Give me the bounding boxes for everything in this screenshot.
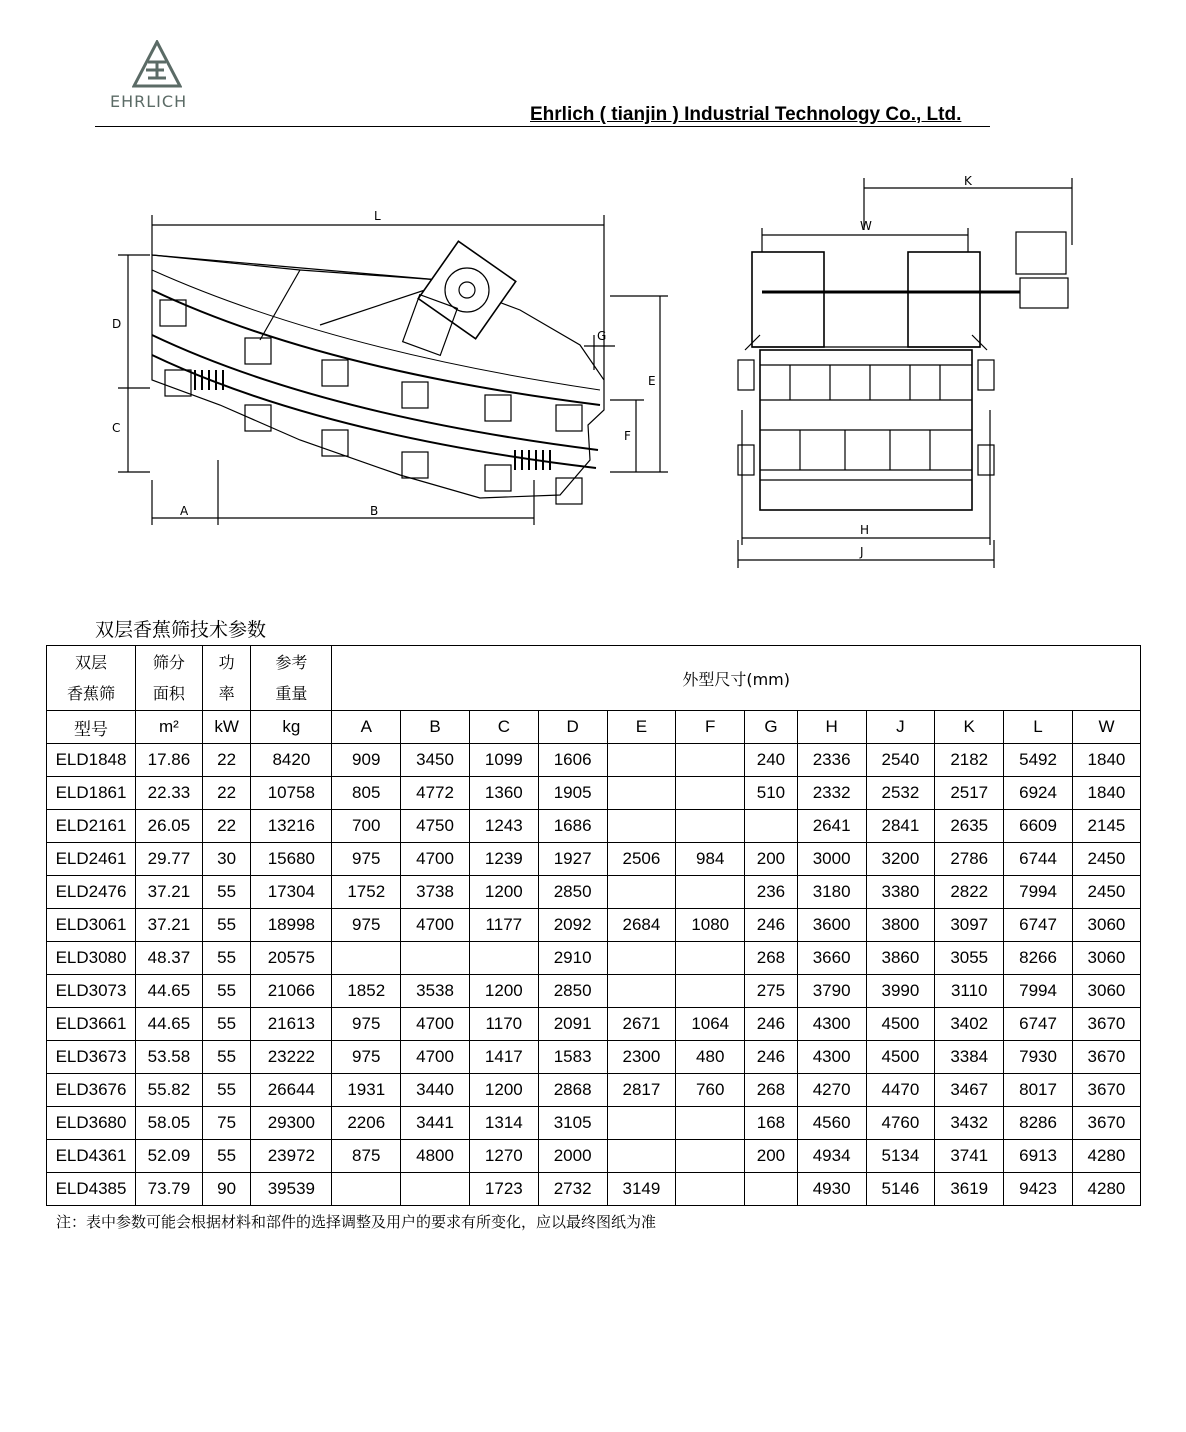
- value-cell: 2540: [866, 744, 935, 777]
- value-cell: 975: [332, 1041, 401, 1074]
- value-cell: 1177: [469, 909, 538, 942]
- header-dimensions: 外型尺寸(mm): [332, 646, 1141, 711]
- spec-table: [46, 645, 1141, 1206]
- value-cell: 4934: [797, 1140, 866, 1173]
- value-cell: 1064: [676, 1008, 745, 1041]
- value-cell: 4700: [401, 1008, 470, 1041]
- unit-cell: m²: [136, 711, 203, 744]
- value-cell: 480: [676, 1041, 745, 1074]
- value-cell: 2145: [1072, 810, 1140, 843]
- value-cell: 1852: [332, 975, 401, 1008]
- dim-label-k: K: [964, 174, 972, 188]
- value-cell: [607, 876, 676, 909]
- value-cell: [607, 1107, 676, 1140]
- model-cell: ELD2161: [47, 810, 136, 843]
- unit-cell: J: [866, 711, 935, 744]
- value-cell: 975: [332, 909, 401, 942]
- value-cell: 29.77: [136, 843, 203, 876]
- value-cell: 55.82: [136, 1074, 203, 1107]
- logo-triangle-icon: [132, 40, 182, 88]
- unit-cell: 型号: [47, 711, 136, 744]
- value-cell: 3105: [538, 1107, 607, 1140]
- value-cell: 168: [745, 1107, 798, 1140]
- value-cell: 3402: [935, 1008, 1004, 1041]
- company-name: Ehrlich ( tianjin ) Industrial Technology Co., Ltd.: [530, 104, 962, 125]
- end-view: [738, 178, 1072, 568]
- value-cell: 3097: [935, 909, 1004, 942]
- value-cell: [607, 744, 676, 777]
- value-cell: 1099: [469, 744, 538, 777]
- value-cell: 4300: [797, 1041, 866, 1074]
- model-cell: ELD2476: [47, 876, 136, 909]
- value-cell: 5146: [866, 1173, 935, 1206]
- end-view-dimension-labels: [859, 174, 973, 559]
- value-cell: 2517: [935, 777, 1004, 810]
- value-cell: 1314: [469, 1107, 538, 1140]
- dim-label-l: L: [374, 209, 381, 223]
- model-cell: ELD3676: [47, 1074, 136, 1107]
- value-cell: 15680: [251, 843, 332, 876]
- value-cell: 246: [745, 909, 798, 942]
- drawing-canvas: [0, 160, 1186, 580]
- value-cell: 975: [332, 843, 401, 876]
- value-cell: [607, 777, 676, 810]
- value-cell: 200: [745, 1140, 798, 1173]
- value-cell: 1360: [469, 777, 538, 810]
- table-body: [47, 744, 1141, 1206]
- value-cell: 1927: [538, 843, 607, 876]
- value-cell: 3738: [401, 876, 470, 909]
- value-cell: [607, 810, 676, 843]
- unit-cell: W: [1072, 711, 1140, 744]
- value-cell: [676, 975, 745, 1008]
- footnote: 注：表中参数可能会根据材料和部件的选择调整及用户的要求有所变化，应以最终图纸为准: [56, 1213, 657, 1231]
- technical-drawing: [0, 160, 1186, 580]
- value-cell: 4280: [1072, 1173, 1140, 1206]
- value-cell: 3055: [935, 942, 1004, 975]
- value-cell: 4270: [797, 1074, 866, 1107]
- value-cell: 1243: [469, 810, 538, 843]
- value-cell: 23222: [251, 1041, 332, 1074]
- value-cell: 1752: [332, 876, 401, 909]
- value-cell: 90: [202, 1173, 251, 1206]
- value-cell: 984: [676, 843, 745, 876]
- value-cell: 3000: [797, 843, 866, 876]
- value-cell: 909: [332, 744, 401, 777]
- unit-cell: kW: [202, 711, 251, 744]
- value-cell: 700: [332, 810, 401, 843]
- value-cell: 1606: [538, 744, 607, 777]
- value-cell: 4700: [401, 843, 470, 876]
- dim-label-h: H: [860, 523, 870, 537]
- value-cell: 37.21: [136, 876, 203, 909]
- value-cell: 4560: [797, 1107, 866, 1140]
- value-cell: 2091: [538, 1008, 607, 1041]
- value-cell: 4300: [797, 1008, 866, 1041]
- value-cell: [401, 1173, 470, 1206]
- value-cell: 3990: [866, 975, 935, 1008]
- value-cell: 2506: [607, 843, 676, 876]
- value-cell: [469, 942, 538, 975]
- value-cell: 2000: [538, 1140, 607, 1173]
- value-cell: 13216: [251, 810, 332, 843]
- value-cell: 1200: [469, 1074, 538, 1107]
- value-cell: 22: [202, 810, 251, 843]
- value-cell: 2641: [797, 810, 866, 843]
- header-area: 筛分 面积: [136, 646, 203, 711]
- value-cell: 26644: [251, 1074, 332, 1107]
- value-cell: [745, 1173, 798, 1206]
- value-cell: 275: [745, 975, 798, 1008]
- value-cell: 6924: [1004, 777, 1073, 810]
- header-weight: 参考 重量: [251, 646, 332, 711]
- value-cell: 3450: [401, 744, 470, 777]
- value-cell: 6747: [1004, 909, 1073, 942]
- value-cell: 4470: [866, 1074, 935, 1107]
- header-model: 双层 香蕉筛: [47, 646, 136, 711]
- model-cell: ELD4361: [47, 1140, 136, 1173]
- value-cell: 2841: [866, 810, 935, 843]
- value-cell: 236: [745, 876, 798, 909]
- model-cell: ELD2461: [47, 843, 136, 876]
- value-cell: 3384: [935, 1041, 1004, 1074]
- value-cell: 37.21: [136, 909, 203, 942]
- model-cell: ELD3080: [47, 942, 136, 975]
- value-cell: 3670: [1072, 1008, 1140, 1041]
- unit-cell: B: [401, 711, 470, 744]
- header-power: 功 率: [202, 646, 251, 711]
- value-cell: 2450: [1072, 876, 1140, 909]
- unit-cell: H: [797, 711, 866, 744]
- value-cell: 8266: [1004, 942, 1073, 975]
- unit-cell: C: [469, 711, 538, 744]
- value-cell: 3538: [401, 975, 470, 1008]
- value-cell: 39539: [251, 1173, 332, 1206]
- unit-cell: D: [538, 711, 607, 744]
- value-cell: 8017: [1004, 1074, 1073, 1107]
- value-cell: 2671: [607, 1008, 676, 1041]
- value-cell: 5492: [1004, 744, 1073, 777]
- value-cell: 4750: [401, 810, 470, 843]
- value-cell: 75: [202, 1107, 251, 1140]
- value-cell: [401, 942, 470, 975]
- model-cell: ELD4385: [47, 1173, 136, 1206]
- value-cell: 2450: [1072, 843, 1140, 876]
- value-cell: 53.58: [136, 1041, 203, 1074]
- value-cell: 2684: [607, 909, 676, 942]
- value-cell: 4500: [866, 1041, 935, 1074]
- value-cell: 22: [202, 744, 251, 777]
- value-cell: 3600: [797, 909, 866, 942]
- value-cell: 3180: [797, 876, 866, 909]
- value-cell: 1723: [469, 1173, 538, 1206]
- unit-cell: L: [1004, 711, 1073, 744]
- value-cell: 17.86: [136, 744, 203, 777]
- value-cell: 30: [202, 843, 251, 876]
- value-cell: 2868: [538, 1074, 607, 1107]
- value-cell: 1686: [538, 810, 607, 843]
- value-cell: 2850: [538, 876, 607, 909]
- value-cell: 55: [202, 942, 251, 975]
- value-cell: 4700: [401, 909, 470, 942]
- value-cell: 4760: [866, 1107, 935, 1140]
- value-cell: 1840: [1072, 744, 1140, 777]
- unit-cell: E: [607, 711, 676, 744]
- value-cell: 3741: [935, 1140, 1004, 1173]
- value-cell: 2206: [332, 1107, 401, 1140]
- value-cell: 23972: [251, 1140, 332, 1173]
- table-row: [47, 1074, 1141, 1107]
- value-cell: [332, 1173, 401, 1206]
- value-cell: 55: [202, 876, 251, 909]
- value-cell: 3619: [935, 1173, 1004, 1206]
- value-cell: 805: [332, 777, 401, 810]
- brand-name: EHRLICH: [110, 92, 188, 111]
- value-cell: 3467: [935, 1074, 1004, 1107]
- value-cell: [676, 1173, 745, 1206]
- value-cell: [607, 1140, 676, 1173]
- value-cell: 29300: [251, 1107, 332, 1140]
- value-cell: 6913: [1004, 1140, 1073, 1173]
- value-cell: 1270: [469, 1140, 538, 1173]
- value-cell: 55: [202, 975, 251, 1008]
- value-cell: 18998: [251, 909, 332, 942]
- model-cell: ELD3673: [47, 1041, 136, 1074]
- value-cell: 44.65: [136, 1008, 203, 1041]
- dim-label-w: W: [860, 219, 872, 233]
- value-cell: 4800: [401, 1140, 470, 1173]
- table-row: [47, 1107, 1141, 1140]
- value-cell: 200: [745, 843, 798, 876]
- table-row: [47, 876, 1141, 909]
- value-cell: 7994: [1004, 975, 1073, 1008]
- value-cell: 52.09: [136, 1140, 203, 1173]
- value-cell: [332, 942, 401, 975]
- value-cell: 268: [745, 1074, 798, 1107]
- value-cell: 4280: [1072, 1140, 1140, 1173]
- value-cell: 1080: [676, 909, 745, 942]
- model-cell: ELD3073: [47, 975, 136, 1008]
- dim-label-f: F: [624, 429, 631, 443]
- value-cell: 9423: [1004, 1173, 1073, 1206]
- value-cell: 3441: [401, 1107, 470, 1140]
- side-view-dimension-labels: [112, 209, 656, 518]
- dim-label-g: G: [597, 329, 607, 343]
- value-cell: 48.37: [136, 942, 203, 975]
- value-cell: 55: [202, 1074, 251, 1107]
- value-cell: 3660: [797, 942, 866, 975]
- value-cell: 246: [745, 1008, 798, 1041]
- value-cell: [676, 1107, 745, 1140]
- value-cell: 55: [202, 909, 251, 942]
- value-cell: 3060: [1072, 909, 1140, 942]
- value-cell: 58.05: [136, 1107, 203, 1140]
- value-cell: 2092: [538, 909, 607, 942]
- table-header-row: [47, 646, 1141, 711]
- value-cell: 8420: [251, 744, 332, 777]
- value-cell: 1239: [469, 843, 538, 876]
- value-cell: 2336: [797, 744, 866, 777]
- value-cell: [676, 876, 745, 909]
- unit-cell: G: [745, 711, 798, 744]
- value-cell: 760: [676, 1074, 745, 1107]
- value-cell: 3670: [1072, 1074, 1140, 1107]
- value-cell: 2822: [935, 876, 1004, 909]
- value-cell: 4772: [401, 777, 470, 810]
- value-cell: 4500: [866, 1008, 935, 1041]
- value-cell: 55: [202, 1140, 251, 1173]
- value-cell: 1931: [332, 1074, 401, 1107]
- value-cell: 3380: [866, 876, 935, 909]
- table-row: [47, 744, 1141, 777]
- company-logo: [100, 36, 215, 116]
- value-cell: 4930: [797, 1173, 866, 1206]
- value-cell: 3670: [1072, 1107, 1140, 1140]
- value-cell: 246: [745, 1041, 798, 1074]
- value-cell: 3790: [797, 975, 866, 1008]
- value-cell: 1905: [538, 777, 607, 810]
- dim-label-a: A: [180, 504, 189, 518]
- value-cell: 240: [745, 744, 798, 777]
- section-title: 双层香蕉筛技术参数: [95, 619, 267, 641]
- value-cell: 21613: [251, 1008, 332, 1041]
- value-cell: 1170: [469, 1008, 538, 1041]
- model-cell: ELD3661: [47, 1008, 136, 1041]
- value-cell: [745, 810, 798, 843]
- table-row: [47, 843, 1141, 876]
- table-row: [47, 975, 1141, 1008]
- value-cell: 2850: [538, 975, 607, 1008]
- value-cell: [676, 1140, 745, 1173]
- dim-label-j: J: [860, 545, 864, 559]
- dim-label-c: C: [112, 421, 121, 435]
- value-cell: 73.79: [136, 1173, 203, 1206]
- value-cell: 55: [202, 1041, 251, 1074]
- unit-cell: A: [332, 711, 401, 744]
- value-cell: 3432: [935, 1107, 1004, 1140]
- value-cell: [676, 744, 745, 777]
- side-view: [118, 215, 668, 525]
- table-row: [47, 1008, 1141, 1041]
- value-cell: 1840: [1072, 777, 1140, 810]
- table-row: [47, 777, 1141, 810]
- dim-label-e: E: [648, 374, 656, 388]
- value-cell: [607, 942, 676, 975]
- value-cell: 1417: [469, 1041, 538, 1074]
- value-cell: [607, 975, 676, 1008]
- value-cell: 8286: [1004, 1107, 1073, 1140]
- value-cell: 2300: [607, 1041, 676, 1074]
- value-cell: 6609: [1004, 810, 1073, 843]
- value-cell: 975: [332, 1008, 401, 1041]
- dim-label-d: D: [112, 317, 122, 331]
- value-cell: 2635: [935, 810, 1004, 843]
- unit-cell: K: [935, 711, 1004, 744]
- value-cell: 6744: [1004, 843, 1073, 876]
- value-cell: 7994: [1004, 876, 1073, 909]
- table-row: [47, 1140, 1141, 1173]
- value-cell: 2817: [607, 1074, 676, 1107]
- model-cell: ELD1861: [47, 777, 136, 810]
- value-cell: 10758: [251, 777, 332, 810]
- value-cell: 22.33: [136, 777, 203, 810]
- value-cell: [676, 942, 745, 975]
- value-cell: 1200: [469, 975, 538, 1008]
- model-cell: ELD3061: [47, 909, 136, 942]
- table-row: [47, 810, 1141, 843]
- value-cell: 3860: [866, 942, 935, 975]
- model-cell: ELD3680: [47, 1107, 136, 1140]
- value-cell: 2332: [797, 777, 866, 810]
- value-cell: 26.05: [136, 810, 203, 843]
- value-cell: 3800: [866, 909, 935, 942]
- value-cell: 44.65: [136, 975, 203, 1008]
- value-cell: 21066: [251, 975, 332, 1008]
- value-cell: 17304: [251, 876, 332, 909]
- value-cell: 1200: [469, 876, 538, 909]
- unit-cell: F: [676, 711, 745, 744]
- value-cell: 22: [202, 777, 251, 810]
- value-cell: 4700: [401, 1041, 470, 1074]
- value-cell: 3060: [1072, 975, 1140, 1008]
- value-cell: 3200: [866, 843, 935, 876]
- value-cell: 3149: [607, 1173, 676, 1206]
- value-cell: 5134: [866, 1140, 935, 1173]
- value-cell: 510: [745, 777, 798, 810]
- value-cell: 55: [202, 1008, 251, 1041]
- table-row: [47, 942, 1141, 975]
- value-cell: 3670: [1072, 1041, 1140, 1074]
- dim-label-b: B: [370, 504, 379, 518]
- header-divider: [95, 126, 990, 127]
- value-cell: 2182: [935, 744, 1004, 777]
- table-row: [47, 1173, 1141, 1206]
- value-cell: 2732: [538, 1173, 607, 1206]
- value-cell: 2786: [935, 843, 1004, 876]
- value-cell: 7930: [1004, 1041, 1073, 1074]
- value-cell: 3060: [1072, 942, 1140, 975]
- unit-cell: kg: [251, 711, 332, 744]
- table-row: [47, 909, 1141, 942]
- value-cell: 20575: [251, 942, 332, 975]
- value-cell: 2910: [538, 942, 607, 975]
- value-cell: 3440: [401, 1074, 470, 1107]
- value-cell: [676, 810, 745, 843]
- value-cell: 268: [745, 942, 798, 975]
- value-cell: 2532: [866, 777, 935, 810]
- value-cell: 6747: [1004, 1008, 1073, 1041]
- value-cell: [676, 777, 745, 810]
- table-units-row: [47, 711, 1141, 744]
- value-cell: 1583: [538, 1041, 607, 1074]
- value-cell: 3110: [935, 975, 1004, 1008]
- model-cell: ELD1848: [47, 744, 136, 777]
- value-cell: 875: [332, 1140, 401, 1173]
- table-row: [47, 1041, 1141, 1074]
